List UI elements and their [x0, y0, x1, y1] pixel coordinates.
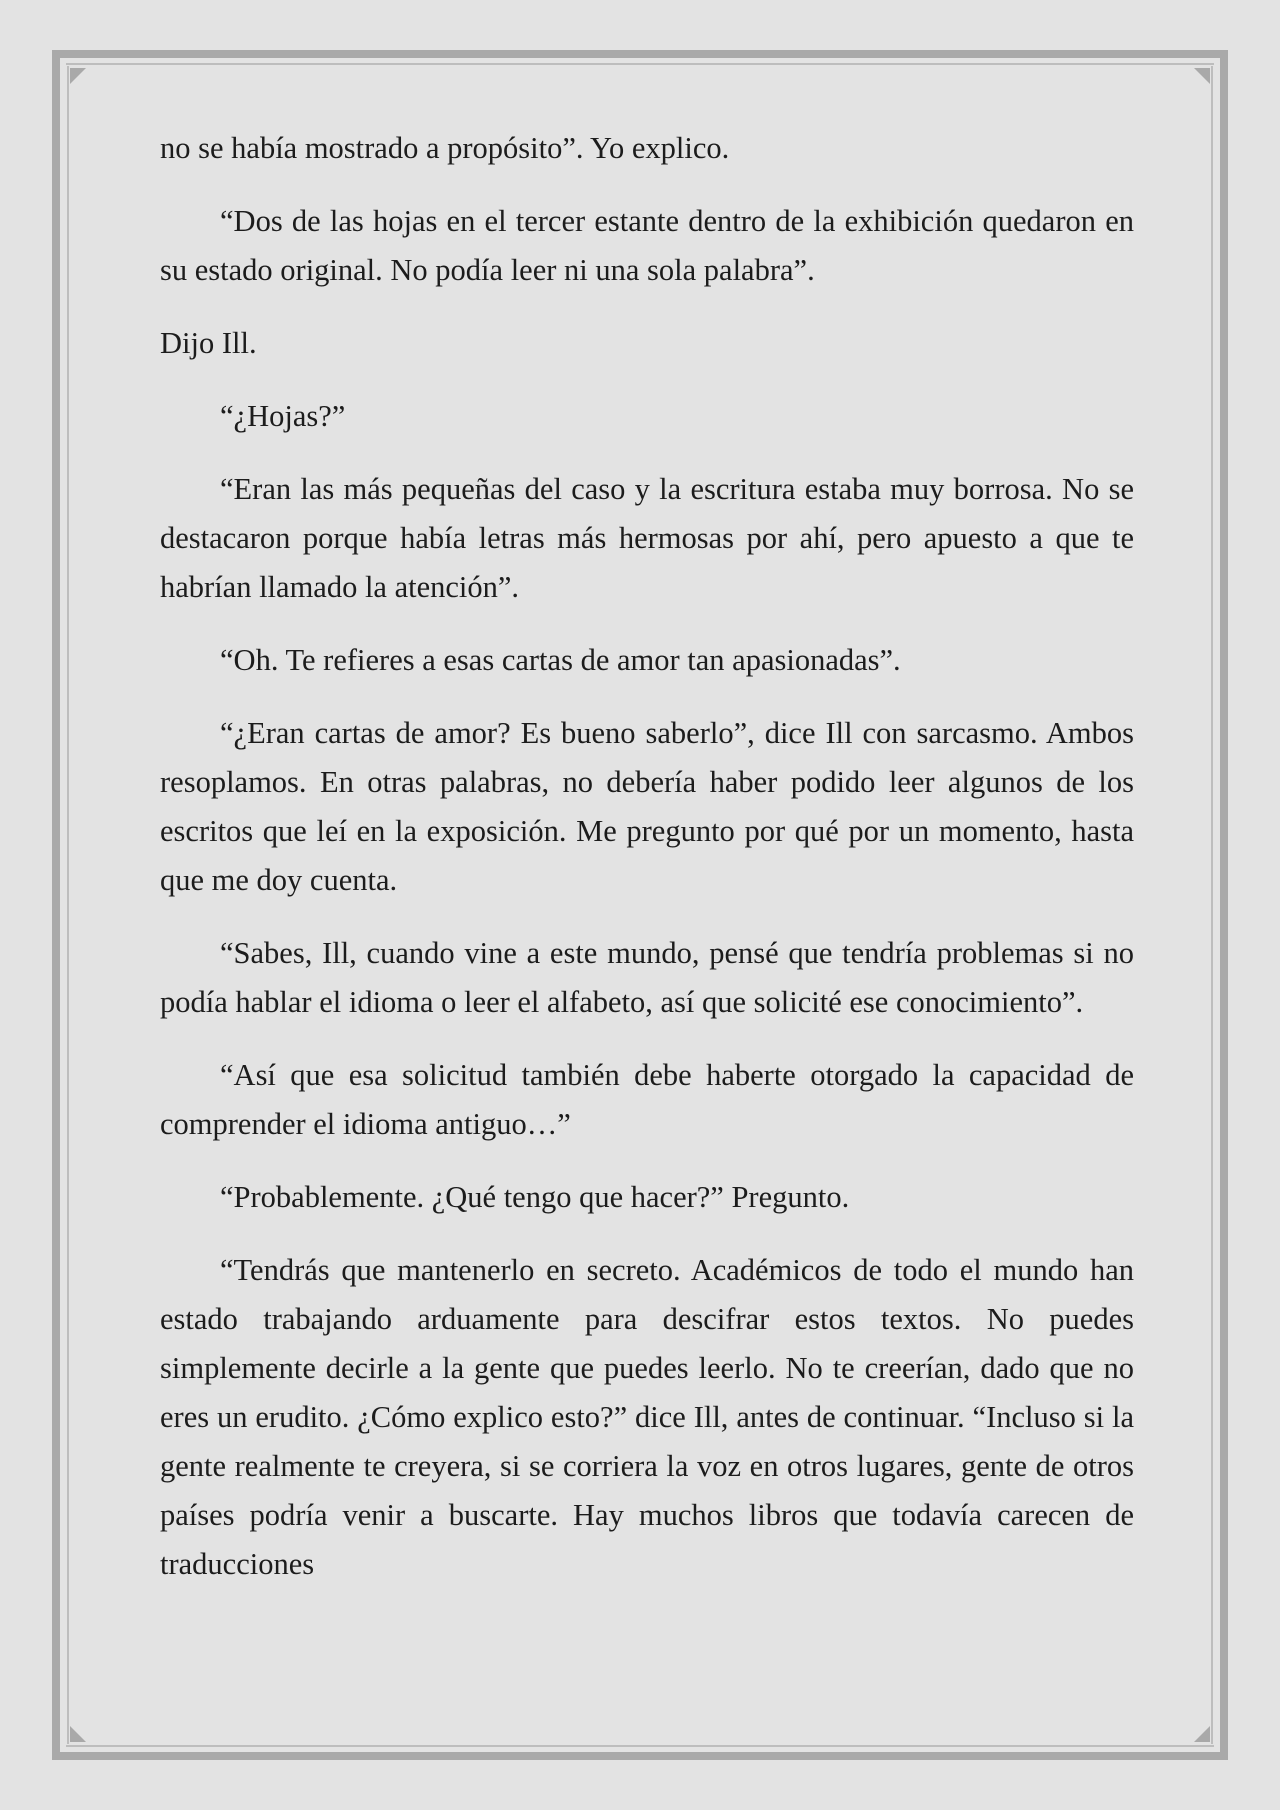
paragraph: “Oh. Te refieres a esas cartas de amor tan apasionadas”. — [220, 643, 901, 677]
paragraph: “¿Eran cartas de amor? Es bueno saberlo”, dice Ill con sarcasmo. Ambos resoplamos. En otras palabras, no debería haber podido leer algunos de los escritos que leí en la exposición. Me pregunto por qué por un momento, hasta que me doy cuenta. — [160, 716, 1134, 897]
paragraph: “Dos de las hojas en el tercer estante dentro de la exhibición quedaron en su estado original. No podía leer ni una sola palabra”. — [160, 204, 1134, 287]
frame-border-top — [52, 50, 1228, 58]
frame-inner-line-bottom — [66, 1745, 1214, 1747]
paragraph: “Probablemente. ¿Qué tengo que hacer?” Pregunto. — [220, 1180, 850, 1214]
frame-border-right — [1220, 50, 1228, 1760]
frame-border-bottom — [52, 1752, 1228, 1760]
frame-inner-line-top — [66, 63, 1214, 65]
paragraph: Dijo Ill. — [160, 326, 257, 360]
frame-inner-line-right — [1211, 66, 1213, 1744]
paragraph: “Tendrás que mantenerlo en secreto. Académicos de todo el mundo han estado trabajando arduamente para descifrar estos textos. No puedes simplemente decirle a la gente que puedes leerlo. No te creerían, dado que no eres un erudito. ¿Cómo explico esto?” dice Ill, antes de continuar. “Incluso si la gente realmente te creyera, si se corriera la voz en otros lugares, gente de otros países podría venir a buscarte. Hay muchos libros que todavía carecen de traducciones — [160, 1253, 1134, 1581]
page-body — [160, 124, 1134, 1613]
corner-ornament-bottom-right — [1194, 1726, 1210, 1742]
frame-inner-line-left — [67, 66, 69, 1744]
paragraph: no se había mostrado a propósito”. Yo explico. — [160, 131, 730, 165]
paragraph: “¿Hojas?” — [220, 399, 346, 433]
corner-ornament-top-right — [1194, 68, 1210, 84]
frame-border-left — [52, 50, 60, 1760]
paragraph: “Eran las más pequeñas del caso y la escritura estaba muy borrosa. No se destacaron porque había letras más hermosas por ahí, pero apuesto a que te habrían llamado la atención”. — [160, 472, 1134, 604]
corner-ornament-bottom-left — [70, 1726, 86, 1742]
paragraph: “Sabes, Ill, cuando vine a este mundo, pensé que tendría problemas si no podía hablar el idioma o leer el alfabeto, así que solicité ese conocimiento”. — [160, 936, 1134, 1019]
corner-ornament-top-left — [70, 68, 86, 84]
paragraph: “Así que esa solicitud también debe haberte otorgado la capacidad de comprender el idioma antiguo…” — [160, 1058, 1134, 1141]
